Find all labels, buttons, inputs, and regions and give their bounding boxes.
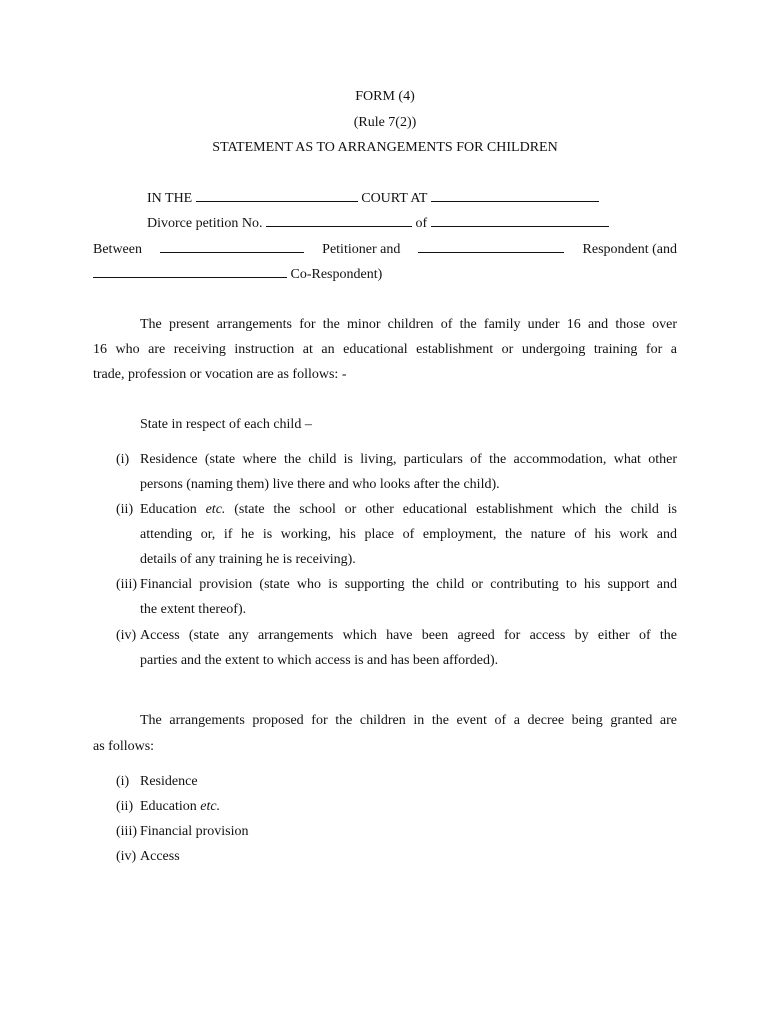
present-item-access-cont: parties and the extent to which access is and has been afforded). xyxy=(140,653,499,668)
parties-line xyxy=(93,240,677,259)
present-item-residence-cont: persons (naming them) live there and who looks after the child). xyxy=(140,477,500,492)
item-text: Access (state any arrangements which have been agreed for access by either of the xyxy=(140,628,677,643)
item-text: Education etc. (state the school or other educational establishment which the child is xyxy=(140,502,678,517)
item-text: Residence (state where the child is living, particulars of the accommodation, what other xyxy=(140,452,677,467)
petitioner-blank[interactable] xyxy=(160,240,304,253)
of-label: of xyxy=(415,216,428,231)
item-number: (iv) xyxy=(116,849,137,864)
present-item-access xyxy=(116,627,677,645)
item-text: Financial provision (state who is supporting the child or contributing to his support and xyxy=(140,577,677,592)
petition-year-blank[interactable] xyxy=(431,214,609,227)
item-number: (iv) xyxy=(116,628,137,643)
court-at-label: COURT AT xyxy=(361,191,428,206)
respondent-label: Respondent (and xyxy=(582,242,677,257)
present-item-education xyxy=(116,501,677,519)
in-the-label: IN THE xyxy=(147,191,193,206)
present-item-financial-cont: the extent thereof). xyxy=(140,602,247,617)
court-line xyxy=(147,189,599,208)
proposed-line-1: The arrangements proposed for the children in the event of a decree being granted are xyxy=(140,713,677,728)
respondent-blank[interactable] xyxy=(418,240,564,253)
proposed-item-education xyxy=(116,798,677,816)
proposed-item-access xyxy=(116,848,677,866)
proposed-item-residence xyxy=(116,773,677,791)
item-number: (i) xyxy=(116,452,130,467)
petition-line xyxy=(147,214,609,233)
divorce-petition-label: Divorce petition No. xyxy=(147,216,263,231)
form-title: STATEMENT AS TO ARRANGEMENTS FOR CHILDREN xyxy=(212,140,558,155)
item-number: (ii) xyxy=(116,502,134,517)
between-label: Between xyxy=(93,242,142,257)
intro-line-1: The present arrangements for the minor children of the family under 16 and those over xyxy=(140,317,677,332)
co-respondent-label: Co-Respondent) xyxy=(290,267,383,282)
item-text: Access xyxy=(140,849,180,864)
present-item-financial xyxy=(116,576,677,594)
co-respondent-blank[interactable] xyxy=(93,265,287,278)
petitioner-label: Petitioner and xyxy=(322,242,401,257)
item-number: (iii) xyxy=(116,577,137,592)
present-item-education-cont-2: details of any training he is receiving). xyxy=(140,552,356,567)
court-name-blank[interactable] xyxy=(196,189,358,202)
state-heading: State in respect of each child – xyxy=(140,417,312,432)
proposed-item-financial xyxy=(116,823,677,841)
item-number: (i) xyxy=(116,774,130,789)
co-respondent-line xyxy=(93,265,382,284)
present-item-education-cont-1: attending or, if he is working, his place of employment, the nature of his work and xyxy=(140,527,677,542)
item-number: (ii) xyxy=(116,799,134,814)
present-item-residence xyxy=(116,451,677,469)
court-location-blank[interactable] xyxy=(431,189,599,202)
item-text: Education etc. xyxy=(140,799,221,814)
rule-reference: (Rule 7(2)) xyxy=(353,115,417,130)
form-number: FORM (4) xyxy=(355,89,415,104)
intro-line-2: 16 who are receiving instruction at an educational establishment or undergoing training for a xyxy=(93,342,677,357)
item-text: Residence xyxy=(140,774,198,789)
intro-line-3: trade, profession or vocation are as follows: - xyxy=(93,367,347,382)
petition-number-blank[interactable] xyxy=(266,214,412,227)
proposed-line-2: as follows: xyxy=(93,739,155,754)
item-number: (iii) xyxy=(116,824,137,839)
item-text: Financial provision xyxy=(140,824,249,839)
